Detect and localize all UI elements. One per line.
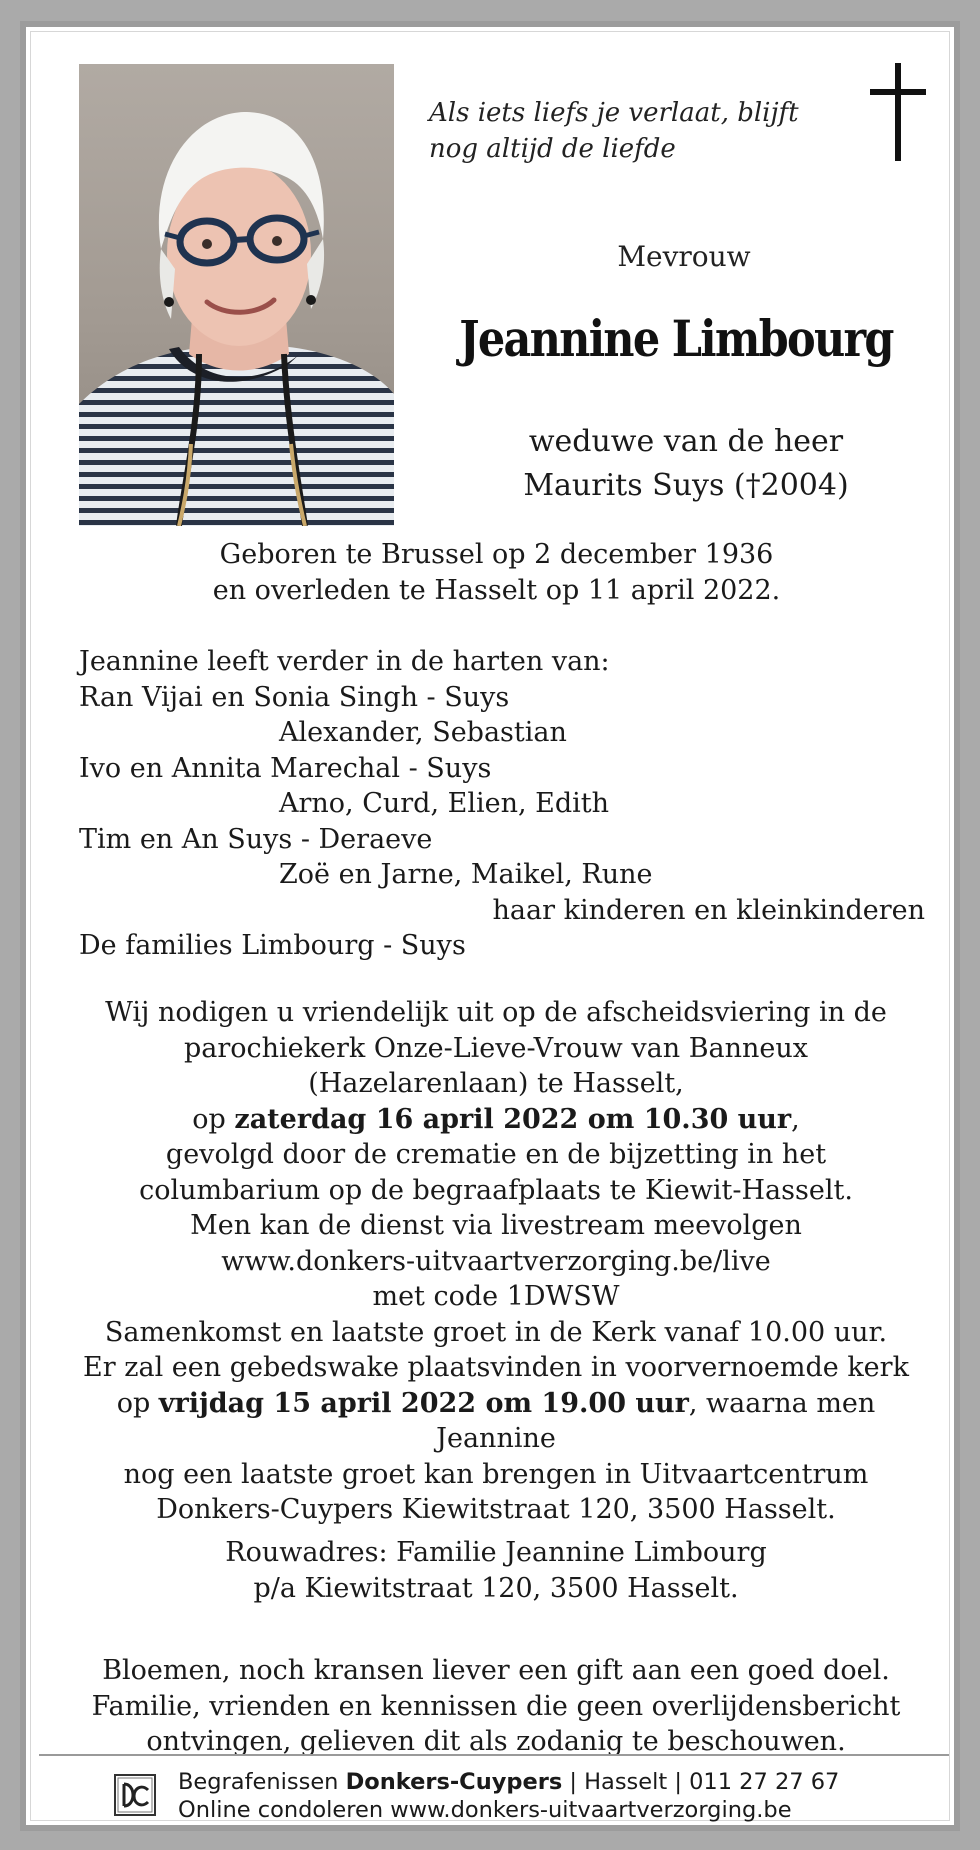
family-line: Ivo en Annita Marechal - Suys: [79, 752, 492, 784]
ceremony-line: Donkers-Cuypers Kiewitstraat 120, 3500 Hasselt.: [156, 1494, 836, 1525]
ceremony-line: nog een laatste groet kan brengen in Uitvaartcentrum: [123, 1458, 869, 1490]
family-line: Ran Vijai en Sonia Singh - Suys: [79, 681, 510, 713]
ceremony-date: zaterdag 16 april 2022 om 10.30 uur: [234, 1103, 792, 1135]
portrait-photo: [79, 64, 394, 526]
livestream-code: met code 1DWSW: [372, 1281, 620, 1312]
family-list: [79, 644, 939, 964]
vigil-date: vrijdag 15 april 2022 om 19.00 uur: [158, 1387, 689, 1419]
death-line: en overleden te Hasselt op 11 april 2022.: [212, 575, 781, 606]
mourning-address: [66, 1535, 926, 1606]
address-line-1: Rouwadres: Familie Jeannine Limbourg: [225, 1537, 767, 1568]
footer-text: Begrafenissen: [178, 1769, 346, 1795]
ceremony-text: op: [116, 1387, 159, 1419]
memorial-quote: [429, 95, 809, 167]
birth-line: Geboren te Brussel op 2 december 1936: [219, 539, 774, 570]
address-line-2: p/a Kiewitstraat 120, 3500 Hasselt.: [253, 1572, 739, 1604]
funeral-home-logo: [112, 1772, 158, 1818]
ceremony-line: parochiekerk Onze-Lieve-Vrouw van Banneux: [183, 1032, 809, 1064]
ceremony-line: Er zal een gebedswake plaatsvinden in voorvernoemde kerk: [83, 1352, 909, 1383]
grandchildren-line: Arno, Curd, Elien, Edith: [279, 788, 609, 819]
deceased-name: Jeannine Limbourg: [459, 309, 893, 368]
ceremony-date-line: [66, 1102, 926, 1138]
quote-line-2: nog altijd de liefde: [429, 134, 676, 164]
birth-death-dates: [79, 537, 914, 609]
children-grandchildren-caption: haar kinderen en kleinkinderen: [492, 894, 925, 926]
footer-text: | Hasselt | 011 27 27 67: [562, 1769, 840, 1795]
closing-notice: [66, 1653, 926, 1760]
ceremony-line: Samenkomst en laatste groet in de Kerk vanaf 10.00 uur.: [104, 1316, 888, 1348]
livestream-url: www.donkers-uitvaartverzorging.be/live: [221, 1245, 771, 1277]
latin-cross-icon: [868, 63, 928, 161]
ceremony-text: op: [192, 1103, 235, 1135]
grandchildren-line: Zoë en Jarne, Maikel, Rune: [279, 859, 653, 890]
ceremony-line: Wij nodigen u vriendelijk uit op de afscheidsviering in de: [105, 997, 887, 1028]
footer-line-1: [178, 1768, 918, 1796]
ceremony-text: , waarna men Jeannine: [436, 1387, 876, 1454]
funeral-home-footer: [178, 1768, 918, 1824]
ceremony-details: [66, 995, 926, 1528]
family-line: Tim en An Suys - Deraeve: [79, 823, 433, 855]
company-name: Donkers-Cuypers: [345, 1769, 563, 1795]
ceremony-text: ,: [791, 1103, 800, 1135]
closing-line: Bloemen, noch kransen liever een gift aan een goed doel.: [102, 1655, 890, 1686]
footer-divider: [39, 1754, 949, 1756]
family-intro: Jeannine leeft verder in de harten van:: [79, 646, 610, 677]
widow-line-2: Maurits Suys (†2004): [523, 468, 849, 503]
widow-line-1: weduwe van de heer: [528, 424, 844, 459]
ceremony-line: Men kan de dienst via livestream meevolgen: [190, 1210, 802, 1241]
ceremony-line: (Hazelarenlaan) te Hasselt,: [308, 1068, 684, 1099]
grandchildren-line: Alexander, Sebastian: [279, 717, 567, 748]
closing-line: Familie, vrienden en kennissen die geen overlijdensbericht: [91, 1690, 901, 1722]
widow-notice: [466, 420, 906, 508]
family-line: De families Limbourg - Suys: [79, 930, 466, 961]
obituary-card: [20, 21, 960, 1831]
ceremony-line: columbarium op de begraafplaats te Kiewit-Hasselt.: [139, 1174, 853, 1206]
quote-line-1: Als iets liefs je verlaat, blijft: [429, 98, 799, 128]
closing-line: ontvingen, gelieven dit als zodanig te beschouwen.: [146, 1726, 846, 1757]
vigil-date-line: [66, 1386, 926, 1457]
footer-line-2: Online condoleren www.donkers-uitvaartverzorging.be: [178, 1797, 792, 1823]
salutation: Mevrouw: [617, 240, 751, 273]
ceremony-line: gevolgd door de crematie en de bijzetting in het: [165, 1139, 827, 1170]
portrait-illustration: [79, 64, 394, 526]
